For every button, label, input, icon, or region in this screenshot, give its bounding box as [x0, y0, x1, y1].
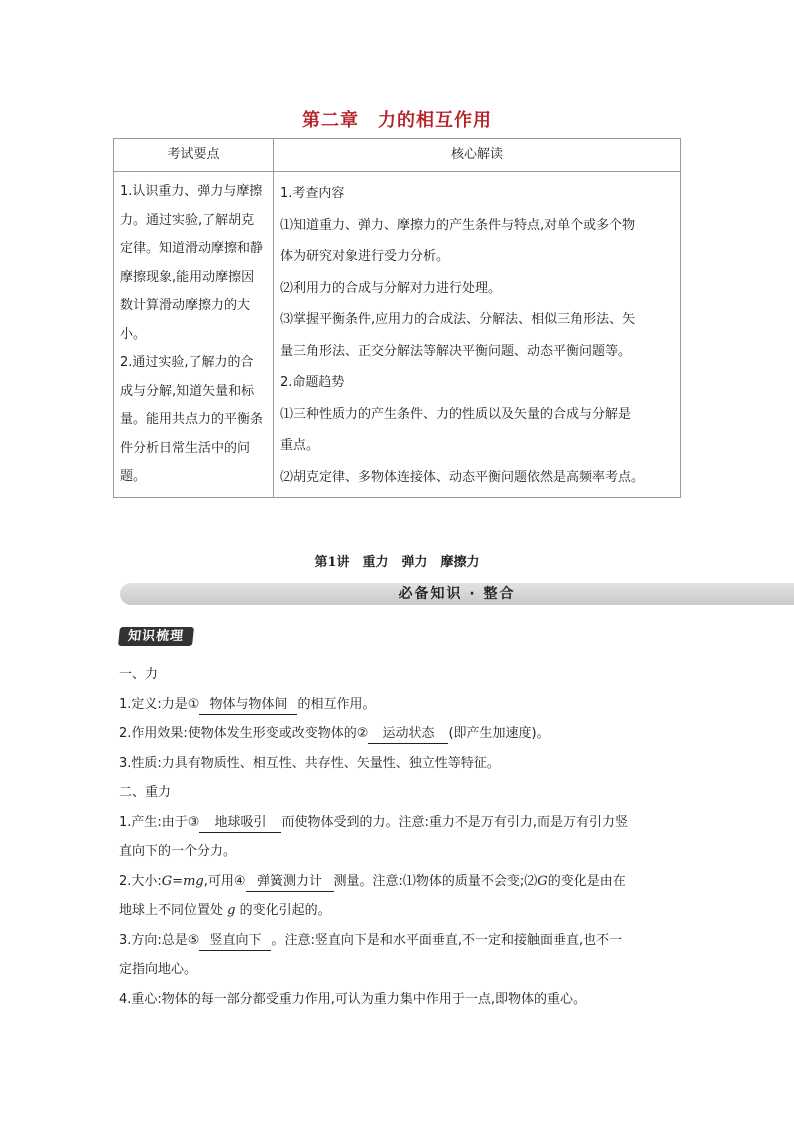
fill-blank-5: 竖直向下: [199, 932, 271, 951]
text-span: 的变化是由在: [547, 873, 626, 889]
text-span: 地球上不同位置处: [119, 903, 224, 918]
text-span: ,可用④: [203, 873, 246, 889]
text-span: 而使物体受到的力。注意:重力不是万有引力,而是万有引力竖: [281, 814, 628, 830]
text-span: 2.作用效果:使物体发生形变或改变物体的②: [119, 726, 369, 741]
text-line: ⑵胡克定律、多物体连接体、动态平衡问题依然是高频率考点。: [280, 469, 645, 485]
text-line: 数计算滑动摩擦力的大: [120, 298, 251, 313]
fill-blank-4: 弹簧测力计: [246, 873, 334, 892]
knowledge-review-badge: 知识梳理: [118, 627, 194, 646]
paragraph-definition: [119, 690, 679, 720]
section-heading-gravity: 二、重力: [119, 785, 172, 800]
paragraph-magnitude: [119, 867, 679, 897]
paragraph-origin-cont: 直向下的一个分力。: [119, 844, 237, 859]
paragraph-origin: [119, 808, 679, 838]
text-line: 1.考查内容: [280, 186, 345, 201]
paragraph-direction-cont: 定指向地心。: [119, 962, 198, 977]
formula-g-mg: G=mg: [161, 873, 204, 889]
table-header-core-interpretation: 核心解读: [274, 139, 681, 172]
content-body: [119, 660, 679, 1014]
text-line: 定律。知道滑动摩擦和静: [120, 241, 264, 256]
fill-blank-3: 地球吸引: [199, 814, 281, 833]
text-line: ⑴三种性质力的产生条件、力的性质以及矢量的合成与分解是: [280, 406, 632, 422]
fill-blank-1: 物体与物体间: [199, 696, 297, 715]
text-span: 。注意:竖直向下是和水平面垂直,不一定和接触面垂直,也不一: [271, 932, 623, 948]
text-line: 力。通过实验,了解胡克: [120, 212, 255, 228]
text-line: ⑵利用力的合成与分解对力进行处理。: [280, 280, 502, 296]
text-line: 2.通过实验,了解力的合: [120, 355, 254, 370]
text-span: 3.方向:总是⑤: [119, 932, 200, 948]
text-line: ⑶掌握平衡条件,应用力的合成法、分解法、相似三角形法、矢: [280, 312, 636, 327]
lecture-title: 第1讲 重力 弹力 摩擦力: [314, 555, 480, 570]
text-line: 摩擦现象,能用动摩擦因: [120, 269, 255, 285]
table-row: [114, 172, 681, 498]
text-line: 件分析日常生活中的问: [120, 440, 251, 456]
table-header-exam-points: 考试要点: [114, 139, 274, 172]
paragraph-direction: [119, 926, 679, 956]
text-line: 体为研究对象进行受力分析。: [280, 249, 450, 264]
text-line: 重点。: [280, 438, 320, 453]
exam-points-table: [113, 138, 681, 498]
text-span: 1.产生:由于③: [119, 814, 200, 830]
paragraph-effect: [119, 719, 679, 749]
table-header-row: [114, 139, 681, 172]
paragraph-center-of-gravity: 4.重心:物体的每一部分都受重力作用,可认为重力集中作用于一点,即物体的重心。: [119, 991, 587, 1007]
chapter-title: 第二章 力的相互作用: [302, 110, 492, 131]
symbol-g: g: [227, 903, 236, 918]
exam-points-cell: [114, 172, 274, 498]
text-line: ⑴知道重力、弹力、摩擦力的产生条件与特点,对单个或多个物: [280, 217, 636, 233]
text-line: 1.认识重力、弹力与摩擦: [120, 184, 263, 199]
text-span: (即产生加速度)。: [448, 726, 550, 741]
text-span: 的相互作用。: [297, 696, 376, 712]
section-heading-force: 一、力: [119, 667, 159, 682]
text-line: 题。: [120, 469, 147, 484]
paragraph-magnitude-cont: [119, 896, 679, 926]
section-banner: 必备知识 · 整合: [120, 583, 794, 605]
text-span: 的变化引起的。: [239, 903, 331, 918]
text-span: 测量。注意:⑴物体的质量不会变;⑵: [333, 873, 538, 889]
text-line: 2.命题趋势: [280, 375, 345, 390]
paragraph-properties: 3.性质:力具有物质性、相互性、共存性、矢量性、独立性等特征。: [119, 755, 500, 771]
text-span: 2.大小:: [119, 873, 162, 889]
core-interpretation-cell: [274, 172, 681, 498]
symbol-G: G: [537, 873, 548, 889]
text-line: 小。: [120, 326, 147, 342]
fill-blank-2: 运动状态: [368, 725, 448, 744]
text-line: 成与分解,知道矢量和标: [120, 383, 255, 399]
text-line: 量。能用共点力的平衡条: [120, 412, 264, 427]
text-line: 量三角形法、正交分解法等解决平衡问题、动态平衡问题等。: [280, 343, 632, 359]
text-span: 1.定义:力是①: [119, 696, 200, 712]
